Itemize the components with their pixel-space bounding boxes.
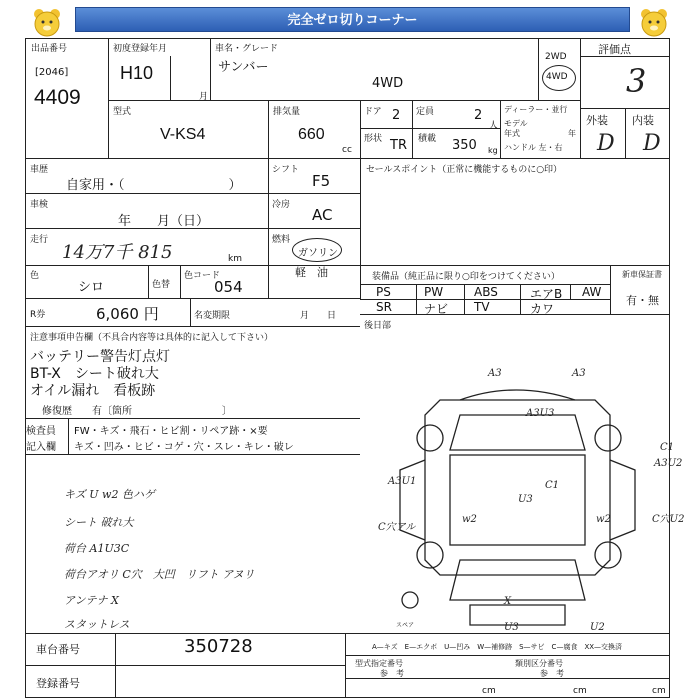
notes-line: バッテリー警告灯点灯 xyxy=(30,349,170,365)
handwritten-note: 荷台アオリ C穴 大凹 リフト アヌリ xyxy=(64,568,255,581)
damage-mark: A3 xyxy=(488,368,502,379)
load-label: 積載 xyxy=(418,134,437,144)
model-grade: 4WD xyxy=(372,76,404,91)
notes-line: BT-X シート破れ大 xyxy=(30,366,159,382)
back-door-label: 後日部 xyxy=(364,321,392,331)
bear-mascot-left-icon xyxy=(30,6,64,40)
damage-mark: U2 xyxy=(590,622,605,633)
plate-label: 車台番号 xyxy=(36,643,80,656)
type-label: 型式 xyxy=(113,107,132,117)
shape-value: TR xyxy=(390,138,407,153)
equipment-item: カワ xyxy=(530,302,555,316)
fuel-label: 燃料 xyxy=(272,235,291,245)
ref-label-1: 参 考 xyxy=(380,669,404,678)
load-value: 350 xyxy=(452,138,477,153)
model-name: サンバー xyxy=(218,60,269,75)
fuel-gas-circle xyxy=(292,238,342,262)
displacement-label: 排気量 xyxy=(273,107,301,117)
capacity-label: 定員 xyxy=(416,107,435,117)
equipment-item: ナビ xyxy=(424,302,449,316)
handle-label: ハンドル 左・右 xyxy=(504,143,563,152)
lot-label: 出品番号 xyxy=(31,44,68,54)
history-label: 車歴 xyxy=(30,165,49,175)
color-value: シロ xyxy=(78,280,105,295)
notes-label: 注意事項申告欄（不具合内容等は具体的に記入して下さい） xyxy=(30,333,274,343)
doors-label: ドア xyxy=(364,107,382,117)
bear-mascot-right-icon xyxy=(637,6,671,40)
lot-number: 4409 xyxy=(34,86,81,109)
first-reg-label: 初度登録年月 xyxy=(113,44,168,54)
doors-value: 2 xyxy=(392,108,401,123)
cm-1: cm xyxy=(482,686,496,696)
equipment-item: SR xyxy=(376,300,392,314)
equipment-label: 装備品（純正品に限り○印をつけてください） xyxy=(372,272,560,282)
first-reg-era: H10 xyxy=(120,63,154,83)
shift-value: F5 xyxy=(312,172,331,190)
dealer-year-unit: 年 xyxy=(568,129,576,138)
handwritten-note: 荷台 A1U3C xyxy=(64,542,130,555)
handwritten-note: スタットレス xyxy=(64,618,130,631)
shape-label: 形状 xyxy=(364,134,383,144)
color-code-value: 054 xyxy=(214,278,243,296)
inspector-row-1: FW・キズ・飛石・ヒビ割・リペア跡・×要 xyxy=(74,426,268,437)
first-reg-month: 月 xyxy=(199,92,209,102)
displacement-unit: cc xyxy=(342,145,352,155)
new-warranty-value: 有・無 xyxy=(626,294,659,307)
ac-value: AC xyxy=(312,206,333,224)
handwritten-note: シート 破れ大 xyxy=(64,516,134,529)
damage-mark: A3 xyxy=(572,368,586,379)
mileage-value: 14万7千 815 xyxy=(62,242,173,263)
handwritten-note: アンテナ X xyxy=(64,594,119,607)
recycle-label: R券 xyxy=(30,310,46,320)
recycle-value: 6,060 円 xyxy=(96,305,159,323)
fuel-gas: ガソリン xyxy=(298,248,338,259)
cm-3: cm xyxy=(652,686,666,696)
damage-mark: X xyxy=(504,596,512,607)
inspection-value: 年 月（日） xyxy=(118,214,210,229)
damage-mark: C穴U2 xyxy=(652,514,685,525)
fuel-diesel: 軽 油 xyxy=(295,266,328,279)
inspector-label-1: 検査員 xyxy=(26,426,56,437)
damage-mark: A3U1 xyxy=(388,476,417,487)
damage-mark: U3 xyxy=(504,622,519,633)
capacity-unit: 人 xyxy=(489,121,499,131)
damage-mark: C穴アル xyxy=(378,522,416,533)
dealer-model-label: モデル xyxy=(504,119,528,128)
damage-mark: C1 xyxy=(545,480,560,491)
load-unit: kg xyxy=(488,146,498,155)
model-label: 車名・グレード xyxy=(215,44,279,54)
sales-point-label: セールスポイント（正常に機能するものに○印） xyxy=(366,165,563,175)
shift-label: シフト xyxy=(272,165,300,175)
notes-line: オイル漏れ 看板跡 xyxy=(30,383,156,399)
mileage-label: 走行 xyxy=(30,235,49,245)
damage-mark: w2 xyxy=(596,514,611,525)
equipment-item: AW xyxy=(582,285,602,299)
equipment-item: PW xyxy=(424,285,444,299)
interior-score: D xyxy=(643,131,661,156)
registration-label: 登録番号 xyxy=(36,677,80,690)
score-label: 評価点 xyxy=(598,43,631,56)
plate-value: 350728 xyxy=(184,636,253,657)
repair-history: 修復歴 有〔箇所 〕 xyxy=(42,406,232,417)
exterior-score: D xyxy=(597,131,615,156)
type-spec-label: 型式指定番号 xyxy=(355,659,403,668)
damage-mark: A3U3 xyxy=(526,408,555,419)
spare-tire-label: スペア xyxy=(396,622,415,629)
equipment-item: エアB xyxy=(530,287,563,301)
exterior-label: 外装 xyxy=(586,114,608,127)
score-value: 3 xyxy=(626,62,647,100)
type-value: V-KS4 xyxy=(160,126,206,143)
equipment-item: ABS xyxy=(474,285,498,299)
equipment-item: TV xyxy=(474,300,490,314)
drive-value: 4WD xyxy=(546,72,568,82)
ac-label: 冷房 xyxy=(272,200,291,210)
color-label: 色 xyxy=(30,271,40,281)
mileage-unit: km xyxy=(228,254,242,264)
class-number-label: 類別区分番号 xyxy=(515,659,563,668)
inspection-label: 車検 xyxy=(30,200,49,210)
header-banner: 完全ゼロ切りコーナー xyxy=(75,7,630,32)
inspector-label-2: 記入欄 xyxy=(26,442,56,453)
color-change-label: 色替 xyxy=(152,280,171,290)
interior-label: 内装 xyxy=(632,114,654,127)
inspector-row-2: キズ・凹み・ヒビ・コゲ・穴・スレ・キレ・破レ xyxy=(74,442,294,453)
dealer-year-label: 年式 xyxy=(504,129,520,138)
new-warranty-label: 新車保証書 xyxy=(622,270,662,279)
name-change-value: 月 日 xyxy=(300,311,337,321)
dealer-label: ディーラー・並行 xyxy=(504,105,568,114)
displacement-value: 660 xyxy=(298,126,325,143)
damage-mark: A3U2 xyxy=(654,458,683,469)
history-value: 自家用・（ ） xyxy=(66,178,242,193)
equipment-item: PS xyxy=(376,285,391,299)
handwritten-note: キズ U w2 色ハゲ xyxy=(64,488,155,501)
capacity-value: 2 xyxy=(474,108,483,123)
legend: A—キズ E—エクボ U—凹み W—補修跡 S—サビ C—腐食 XX—交換済 xyxy=(372,643,623,651)
ref-label-2: 参 考 xyxy=(540,669,564,678)
lot-code: [2046] xyxy=(35,67,69,78)
damage-mark: U3 xyxy=(518,494,533,505)
cm-2: cm xyxy=(573,686,587,696)
color-code-label: 色コード xyxy=(184,271,221,281)
damage-mark: w2 xyxy=(462,514,477,525)
name-change-label: 名変期限 xyxy=(194,311,231,321)
drive-label: 2WD xyxy=(545,52,567,62)
damage-mark: C1 xyxy=(660,442,675,453)
